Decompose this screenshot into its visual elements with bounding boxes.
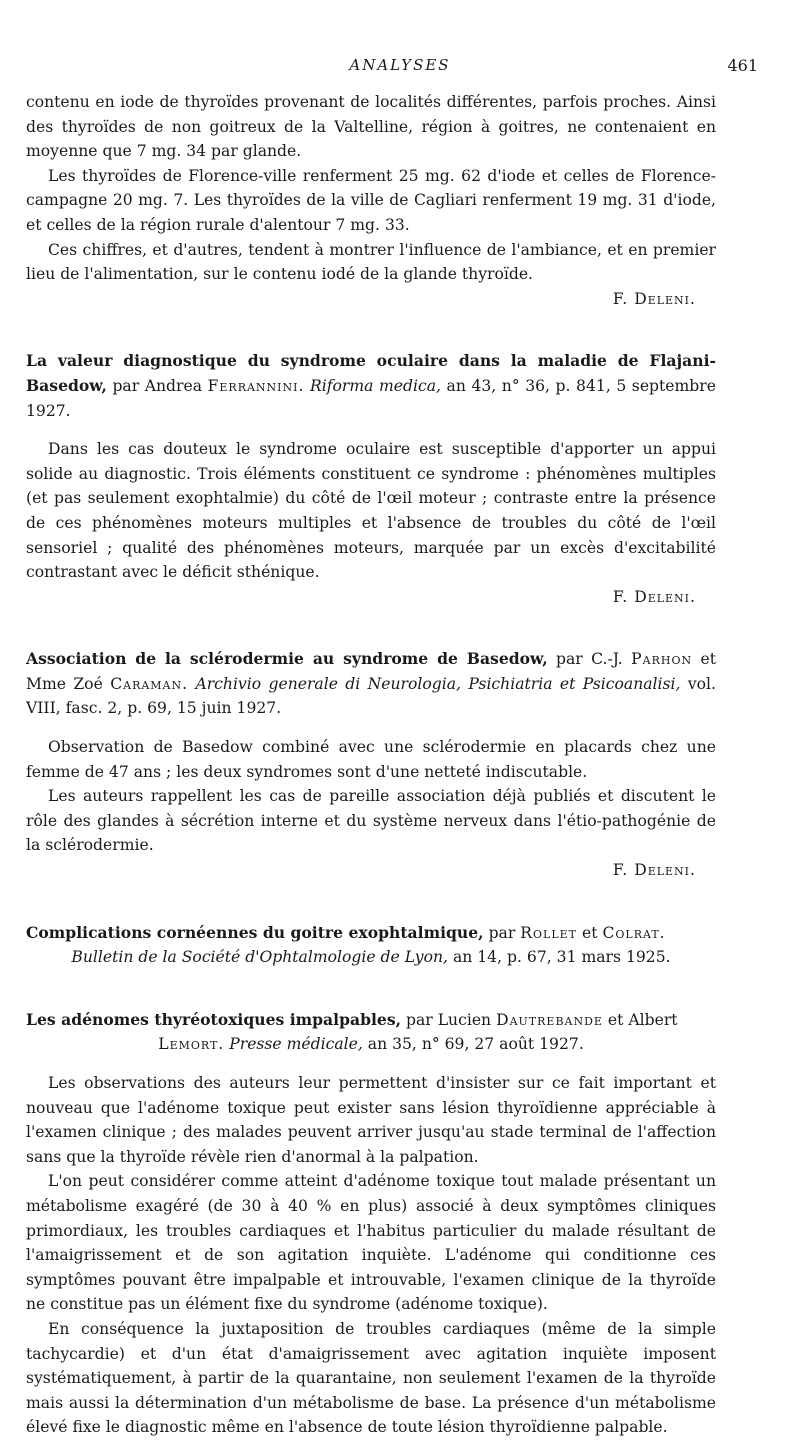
authors-middle: et Mme Zoé — [26, 650, 716, 693]
citation-line — [26, 1032, 716, 1057]
citation-details: vol. VIII, fasc. 2, p. 69, 15 juin 1927. — [26, 674, 716, 718]
intro-paragraph: Les thyroïdes de Florence-ville renferment 25 mg. 62 d'iode et celles de Florence-campagne 20 mg. 7. Les thyroïdes de la ville de Cagliari renferment 19 mg. 31 d'iode, et celles de la région rurale d'alentour 7 mg. 33. — [26, 166, 716, 234]
journal-name: Bulletin de la Société d'Ophtalmologie de Lyon, — [71, 948, 448, 967]
review-signature: F. Deleni. — [612, 289, 696, 308]
journal-name: Archivio generale di Neurologia, Psichiatria et Psicoanalisi, — [195, 674, 681, 693]
citation-details: an 43, n° 36, p. 841, 5 septembre 1927. — [26, 376, 716, 420]
author-name: Caraman. — [110, 674, 189, 693]
abstract-paragraph: Observation de Basedow combiné avec une sclérodermie en placards chez une femme de 47 ans ; les deux syndromes sont d'une netteté indiscutable. — [26, 738, 716, 781]
authors-prefix: par Andrea — [112, 376, 202, 395]
page-number: 461 — [727, 56, 758, 75]
abstract-paragraph: En conséquence la juxtaposition de troubles cardiaques (même de la simple tachycardie) et d'un état d'amaigrissement avec agitation inquiète imposent systématiquement, à partir de la quarantaine, non seulement l'examen de la thyroïde mais aussi la détermination d'un métabolisme de base. La présence d'un métabolisme élevé fixe le diagnostic même en l'absence de toute lésion thyroïdienne palpable. — [26, 1319, 716, 1437]
author-name: Ferrannini. — [207, 376, 305, 395]
authors-prefix: par C.-J. — [556, 650, 623, 669]
journal-name: Riforma medica, — [310, 376, 441, 395]
author-name: Rollet — [520, 923, 578, 942]
authors-middle: et Albert — [607, 1010, 678, 1029]
author-name: Colrat. — [602, 923, 666, 942]
abstract-paragraph: L'on peut considérer comme atteint d'adénome toxique tout malade présentant un métabolisme exagéré (de 30 à 40 % en plus) associé à deux symptômes cliniques primordiaux, les troubles cardiaques et l'habitus particulier du malade résultant de l'amaigrissement et de son agitation inquiète. L'adénome qui conditionne ces symptômes pouvant être impalpable et introuvable, l'examen clinique de la thyroïde ne constitue pas un élément fixe du syndrome (adénome toxique). — [26, 1172, 716, 1314]
article-heading — [26, 1008, 716, 1057]
authors-middle: et — [582, 923, 598, 942]
citation-line — [26, 945, 716, 970]
abstract-paragraph: Les observations des auteurs leur permettent d'insister sur ce fait important et nouveau que l'adénome toxique peut exister sans lésion thyroïdienne appréciable à l'examen clinique ; des malades peuvent arriver jusqu'au stade terminal de l'affection sans que la thyroïde révèle rien d'anormal à la palpation. — [26, 1074, 716, 1166]
citation-details: an 35, n° 69, 27 août 1927. — [367, 1035, 584, 1054]
article-title: Association de la sclérodermie au syndrome de Basedow, — [26, 649, 548, 669]
article-title: Les adénomes thyréotoxiques impalpables, — [26, 1009, 402, 1029]
running-title: ANALYSES — [349, 56, 451, 74]
author-name: Lemort. — [158, 1035, 225, 1054]
authors-prefix: par Lucien — [406, 1010, 492, 1029]
intro-paragraph: Ces chiffres, et d'autres, tendent à montrer l'influence de l'ambiance, et en premier lieu de l'alimentation, sur le contenu iodé de la glande thyroïde. — [26, 240, 716, 284]
abstract-paragraph: Dans les cas douteux le syndrome oculaire est susceptible d'apporter un appui solide au diagnostic. Trois éléments constituent ce syndrome : phénomènes multiples (et pas seulement exophtalmie) du côté de l'œil moteur ; contraste entre la présence de ces phénomènes moteurs multiples et l'absence de troubles du côté de l'œil sensoriel ; qualité des phénomènes moteurs, marquée par un excès d'excitabilité contrastant avec le déficit sthénique. — [26, 440, 716, 582]
article-heading — [26, 349, 716, 423]
article-heading — [26, 921, 716, 970]
intro-paragraph: contenu en iode de thyroïdes provenant de localités différentes, parfois proches. Ainsi des thyroïdes de non goitreux de la Valtelline, région à goitres, ne contenaient en moyenne que 7 mg. 34 par glande. — [26, 93, 716, 161]
journal-name: Presse médicale, — [229, 1035, 363, 1054]
review-signature: F. Deleni. — [612, 861, 696, 880]
authors-prefix: par — [488, 923, 516, 942]
citation-details: an 14, p. 67, 31 mars 1925. — [452, 948, 671, 967]
article-title: Complications cornéennes du goitre exophtalmique, — [26, 922, 484, 942]
author-name: Dautrebande — [496, 1010, 603, 1029]
article-title: La valeur diagnostique du syndrome oculaire dans la maladie de Flajani-Basedow, — [26, 351, 716, 395]
article-heading — [26, 647, 716, 721]
review-signature: F. Deleni. — [612, 587, 696, 606]
author-name: Parhon — [631, 650, 693, 669]
page-header — [28, 56, 772, 80]
page-body — [26, 90, 716, 1440]
abstract-paragraph: Les auteurs rappellent les cas de pareille association déjà publiés et discutent le rôle des glandes à sécrétion interne et du système nerveux dans l'étio-pathogénie de la sclérodermie. — [26, 787, 716, 855]
